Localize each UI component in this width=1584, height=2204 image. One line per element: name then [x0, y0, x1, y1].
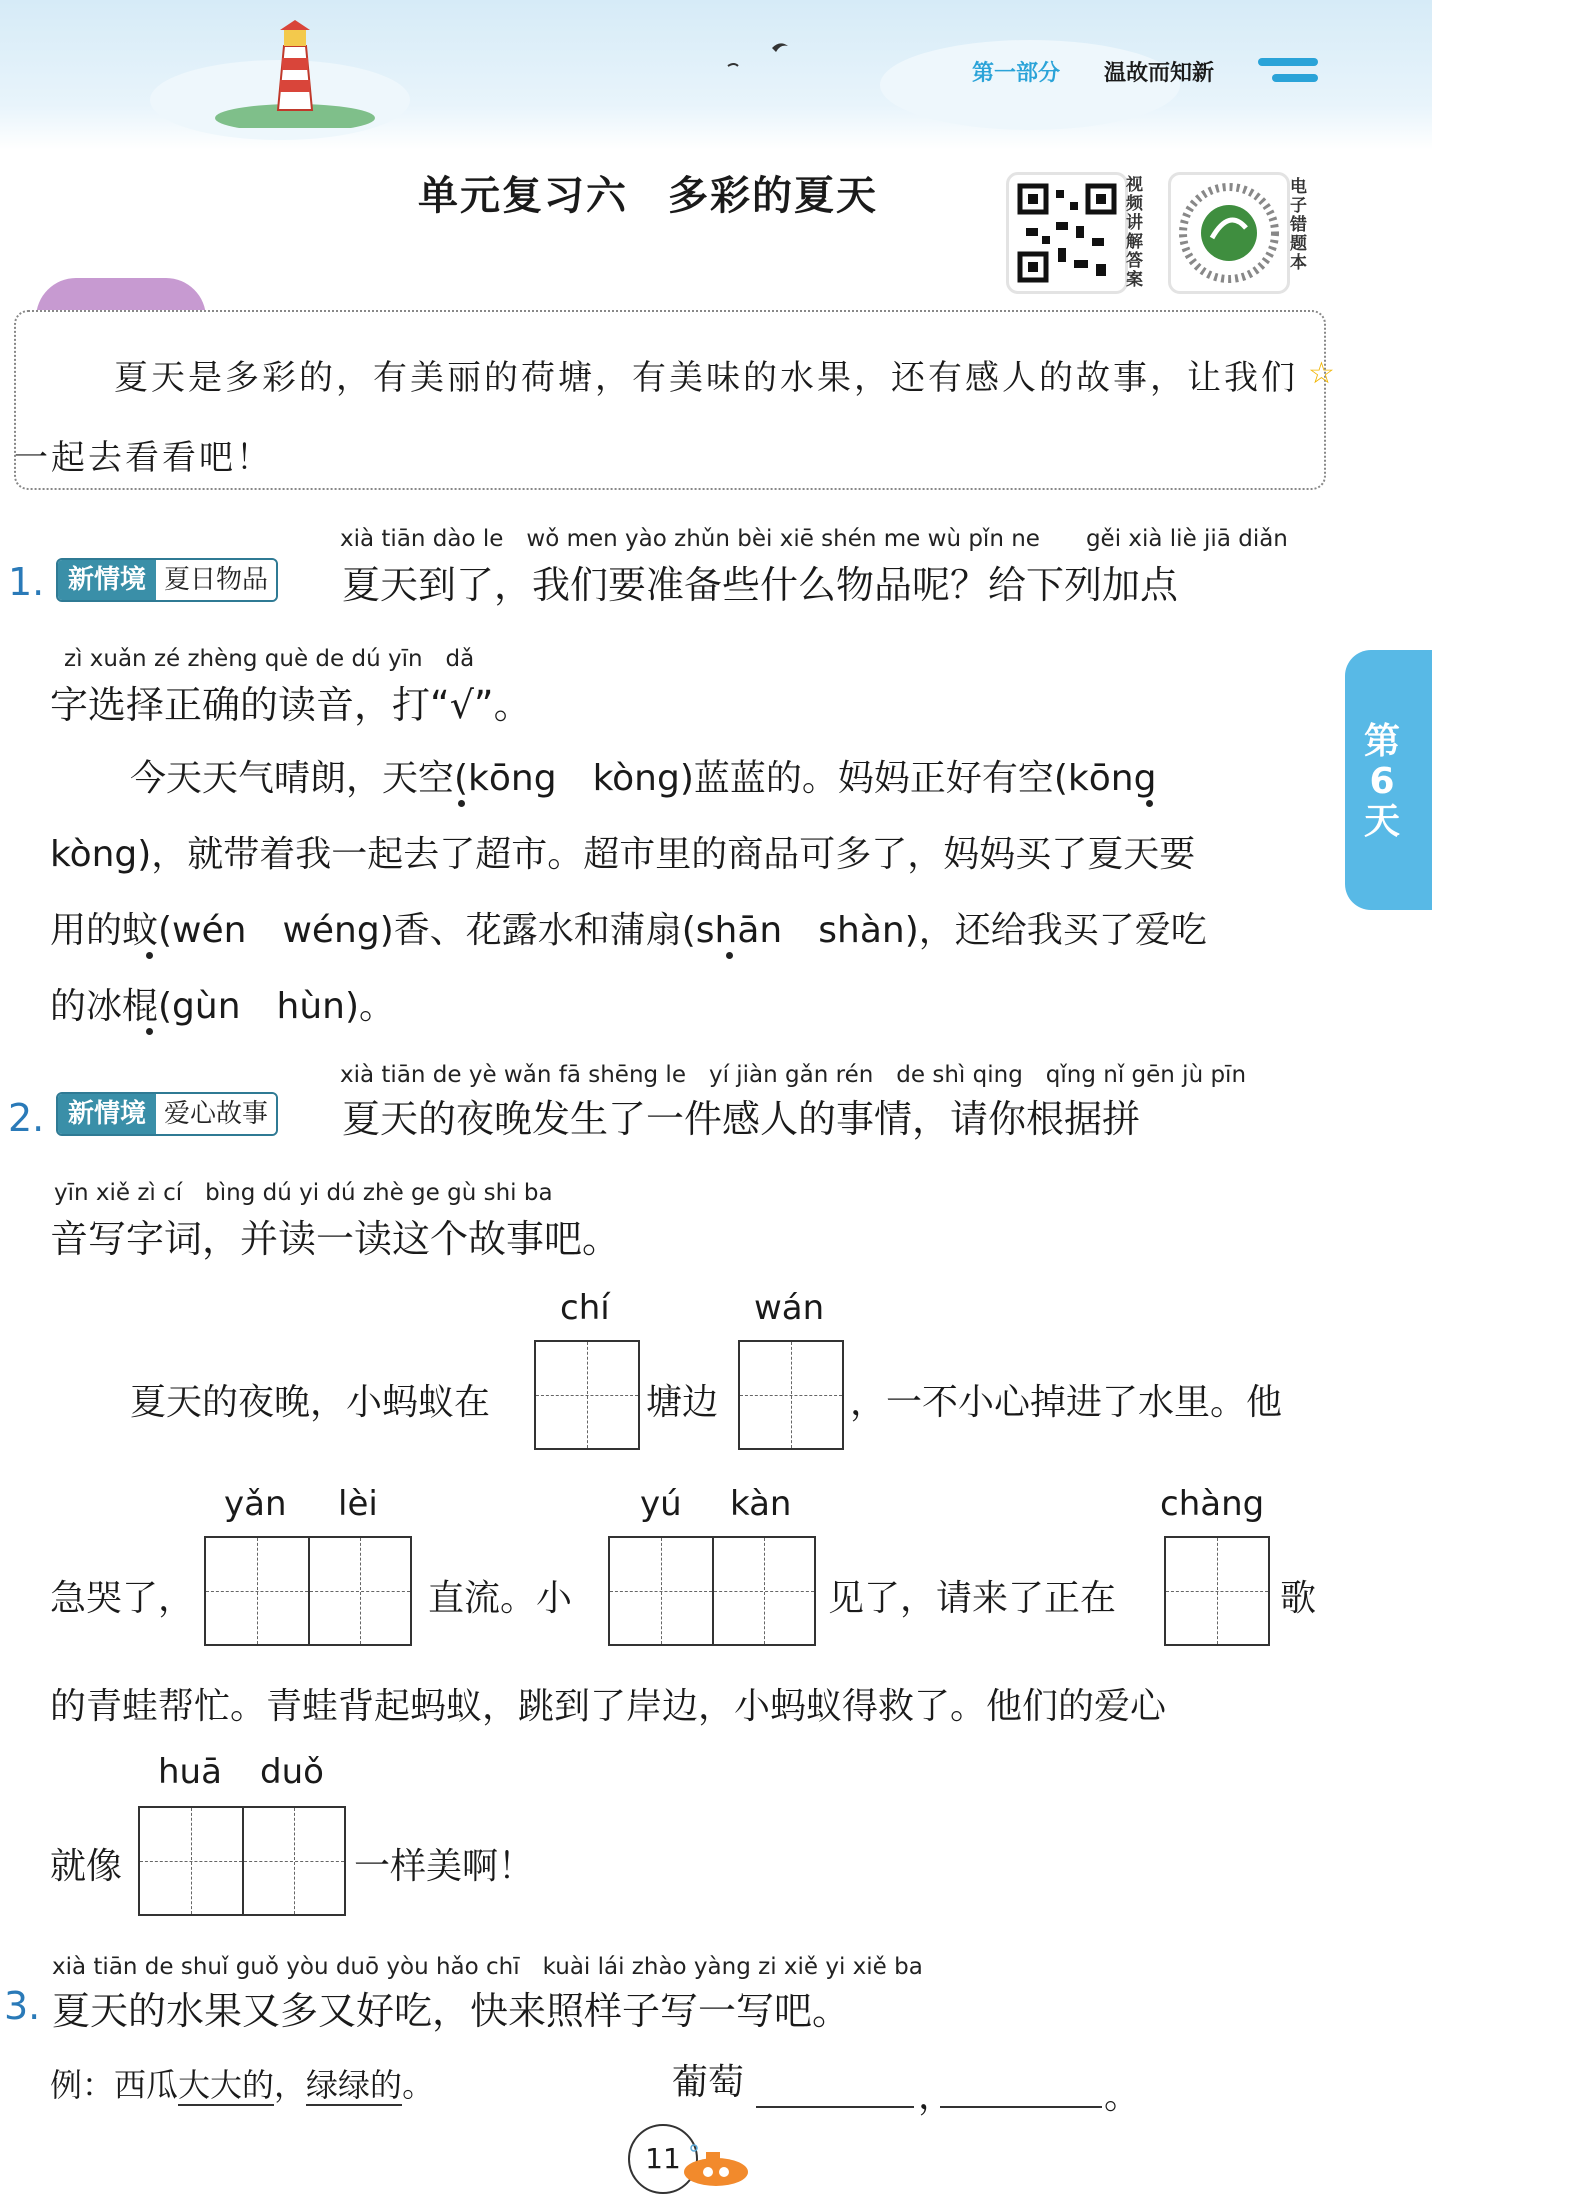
header-part: 第一部分	[972, 61, 1061, 86]
star-icon: ☆	[1308, 356, 1335, 391]
story-text: 见了，请来了正在	[828, 1578, 1117, 1619]
page-number: 11	[628, 2124, 698, 2194]
story-text: 夏天的夜晚，小蚂蚁在	[130, 1382, 491, 1423]
pinyin-hua: huā	[158, 1752, 222, 1792]
pinyin-lei: lèi	[338, 1484, 378, 1524]
bird-icon	[720, 36, 810, 76]
intro-text: 夏天是多彩的，有美丽的荷塘，有美味的水果，还有感人的故事，让我们一起去看看吧！	[14, 358, 1298, 478]
error-book-qr-code[interactable]	[1168, 172, 1290, 294]
emphasis-dot	[146, 952, 153, 959]
video-qr-code[interactable]	[1006, 172, 1128, 294]
q3-line-1: 夏天的水果又多又好吃，快来照样子写一写吧。	[52, 1989, 851, 2033]
story-text: 的青蛙帮忙。青蛙背起蚂蚁，跳到了岸边，小蚂蚁得救了。他们的爱心	[50, 1686, 1167, 1727]
example-end: 。	[402, 2066, 435, 2104]
tag-topic: 夏日物品	[156, 560, 276, 600]
q1-passage-2: kòng)，就带着我一起去了超市。超市里的商品可多了，妈妈买了夏天要	[50, 834, 1196, 875]
story-text: 急哭了，	[50, 1578, 195, 1619]
story-text: ，一不小心掉进了水里。他	[850, 1382, 1283, 1423]
q1-line-2: 字选择正确的读音，打“√”。	[50, 683, 532, 727]
emphasis-dot	[1146, 800, 1153, 807]
video-qr-label: 视频讲解答案	[1126, 175, 1143, 290]
q2-context-tag	[56, 1092, 278, 1136]
section-mark-icon	[1258, 50, 1324, 86]
q1-pinyin-2: zì xuǎn zé zhèng què de dú yīn dǎ	[64, 646, 475, 672]
mini-program-code-icon	[1174, 178, 1284, 288]
q1-passage-3: 用的蚊(wén wéng)香、花露水和蒲扇(shān shàn)，还给我买了爱吃	[50, 910, 1207, 951]
writing-grid-huaduo[interactable]	[138, 1806, 346, 1916]
q1-number: 1.	[8, 560, 45, 604]
q3-answer-blank-2[interactable]	[940, 2104, 1102, 2108]
q1-passage-4: 的冰棍(gùn hùn)。	[50, 986, 396, 1027]
page-title	[418, 164, 878, 221]
q3-comma: ，	[918, 2076, 955, 2117]
q1-passage-1: 今天天气晴朗，天空(kōng kòng)蓝蓝的。妈妈正好有空(kōng	[130, 758, 1157, 799]
example-answer-a: 大大的	[178, 2066, 275, 2104]
writing-grid-wan[interactable]	[738, 1340, 844, 1450]
writing-grid-yanlei[interactable]	[204, 1536, 412, 1646]
tag-topic: 爱心故事	[156, 1094, 276, 1134]
pinyin-duo: duǒ	[260, 1752, 324, 1792]
example-prefix: 例：西瓜	[50, 2066, 179, 2104]
header-section: 温故而知新	[1104, 61, 1215, 86]
writing-grid-yukan[interactable]	[608, 1536, 816, 1646]
q2-pinyin-1: xià tiān de yè wǎn fā shēng le yí jiàn gǎn rén de shì qing qǐng nǐ gēn jù pīn	[340, 1062, 1247, 1088]
tag-new-context: 新情境	[58, 560, 156, 600]
story-text: 塘边	[646, 1382, 719, 1423]
q3-number: 3.	[4, 1984, 41, 2028]
q2-pinyin-2: yīn xiě zì cí bìng dú yi dú zhè ge gù shi ba	[54, 1180, 553, 1206]
submarine-icon	[676, 2140, 756, 2190]
pinyin-yan: yǎn	[224, 1484, 287, 1524]
title-main: 单元复习六	[418, 173, 628, 219]
q3-period: 。	[1104, 2076, 1141, 2117]
lighthouse-icon	[210, 18, 380, 128]
pinyin-chang: chàng	[1160, 1484, 1265, 1524]
q3-example	[50, 2060, 434, 2106]
emphasis-dot	[146, 1028, 153, 1035]
q3-answer-blank-1[interactable]	[756, 2104, 914, 2108]
tag-new-context: 新情境	[58, 1094, 156, 1134]
story-text: 歌	[1280, 1578, 1317, 1619]
writing-grid-chi[interactable]	[534, 1340, 640, 1450]
pinyin-chi: chí	[560, 1288, 610, 1328]
emphasis-dot	[726, 952, 733, 959]
emphasis-dot	[458, 800, 465, 807]
title-sub: 多彩的夏天	[668, 173, 878, 219]
pinyin-wan: wán	[754, 1288, 825, 1328]
pinyin-yu: yú	[640, 1484, 682, 1524]
pinyin-kan: kàn	[730, 1484, 792, 1524]
example-separator: ，	[274, 2066, 307, 2104]
q2-line-2: 音写字词，并读一读这个故事吧。	[50, 1217, 621, 1261]
story-text: 一样美啊！	[354, 1846, 535, 1887]
writing-grid-chang[interactable]	[1164, 1536, 1270, 1646]
day-label: 第6天	[1363, 721, 1400, 842]
story-text: 直流。小	[428, 1578, 573, 1619]
q3-pinyin-1: xià tiān de shuǐ guǒ yòu duō yòu hǎo chī kuài lái zhào yàng zi xiě yi xiě ba	[52, 1954, 923, 1980]
q2-number: 2.	[8, 1096, 45, 1140]
q2-line-1: 夏天的夜晚发生了一件感人的事情，请你根据拼	[342, 1097, 1141, 1141]
q1-context-tag	[56, 558, 278, 602]
q1-pinyin-1: xià tiān dào le wǒ men yào zhǔn bèi xiē shén me wù pǐn ne gěi xià liè jiā diǎn	[340, 526, 1288, 552]
qr-code-icon	[1012, 178, 1122, 288]
q3-item-label: 葡萄	[672, 2062, 745, 2103]
story-text: 就像	[50, 1846, 123, 1887]
error-book-label: 电子错题本	[1290, 177, 1307, 273]
example-answer-b: 绿绿的	[306, 2066, 403, 2104]
q1-line-1: 夏天到了，我们要准备些什么物品呢？给下列加点	[342, 563, 1179, 607]
